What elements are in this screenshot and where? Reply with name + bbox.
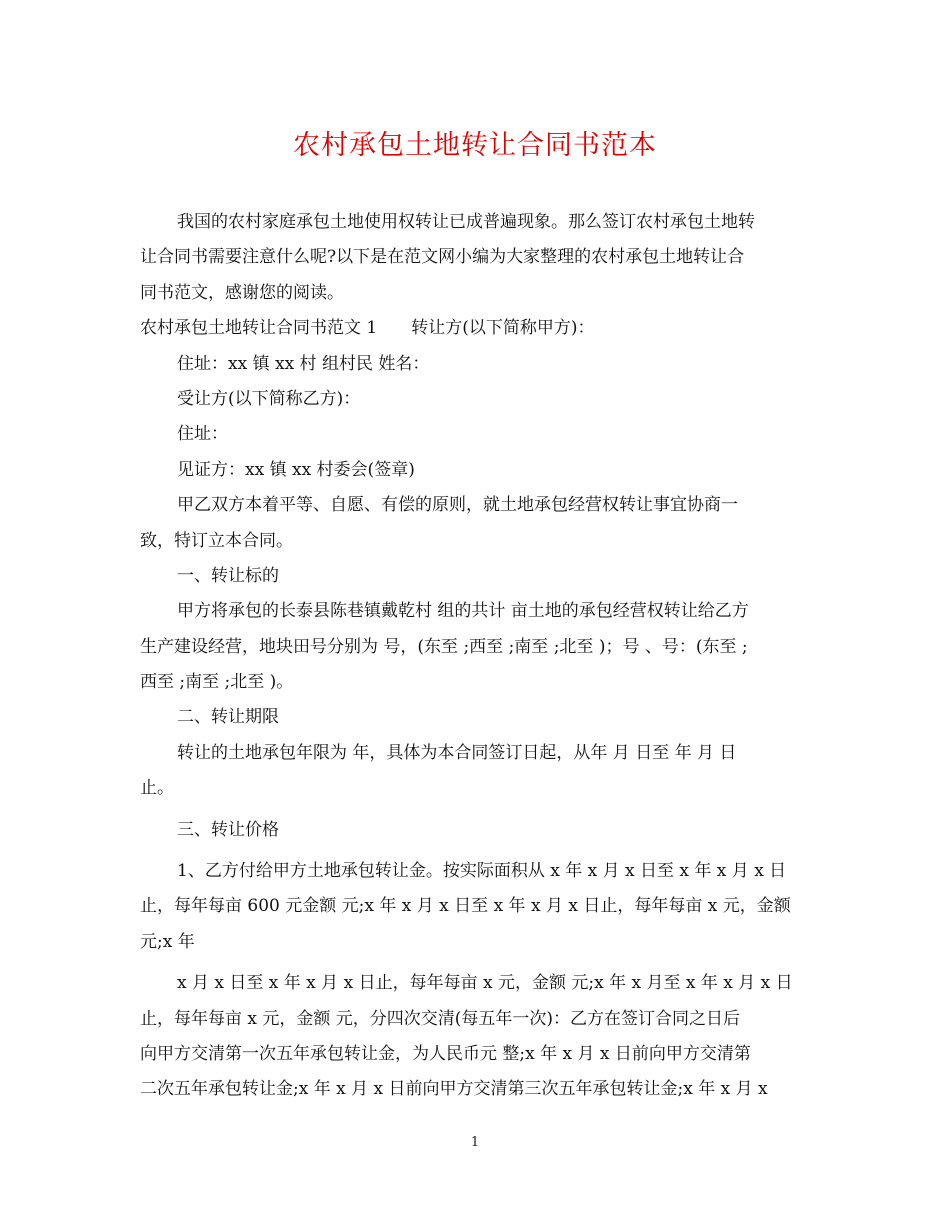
paragraph-line: 住址：xx 镇 xx 村 组村民 姓名：	[177, 353, 430, 374]
paragraph-line: 止。	[140, 778, 174, 799]
paragraph-line: 甲方将承包的长泰县陈巷镇戴乾村 组的共计 亩土地的承包经营权转让给乙方	[177, 601, 749, 622]
paragraph-line: 元;x 年	[140, 931, 195, 952]
paragraph-line: 致，特订立本合同。	[140, 530, 293, 551]
paragraph-line: 二次五年承包转让金;x 年 x 月 x 日前向甲方交清第三次五年承包转让金;x 年 x 月 x	[140, 1079, 768, 1100]
page-number: 1	[470, 1135, 480, 1150]
paragraph-line: 见证方：xx 镇 xx 村委会(签章)	[177, 459, 415, 480]
paragraph-line: 向甲方交清第一次五年承包转让金，为人民币元 整;x 年 x 月 x 日前向甲方交清第	[140, 1043, 751, 1064]
document-body	[140, 205, 810, 1108]
paragraph-line: 同书范文，感谢您的阅读。	[140, 282, 344, 303]
paragraph-line: 甲乙双方本着平等、自愿、有偿的原则，就土地承包经营权转让事宜协商一	[177, 495, 738, 516]
paragraph-line: 1、乙方付给甲方土地承包转让金。按实际面积从 x 年 x 月 x 日至 x 年 x 月 x 日	[177, 861, 787, 882]
paragraph-line: 止，每年每亩 x 元，金额 元，分四次交清(每五年一次)：乙方在签订合同之日后	[140, 1008, 741, 1029]
clause-heading: 三、转让价格	[177, 819, 279, 840]
paragraph-line: 止，每年每亩 600 元金额 元;x 年 x 月 x 日至 x 年 x 月 x 日止，每年每亩 x 元，金额	[140, 896, 791, 917]
paragraph-line: 让合同书需要注意什么呢?以下是在范文网小编为大家整理的农村承包土地转让合	[140, 247, 745, 268]
transferor-label: 转让方(以下简称甲方)：	[411, 318, 595, 339]
paragraph-line: x 月 x 日至 x 年 x 月 x 日止，每年每亩 x 元，金额 元;x 年 x 月至 x 年 x 月 x 日	[177, 973, 793, 994]
paragraph-line: 住址：	[177, 424, 228, 445]
section-heading-line	[140, 311, 810, 346]
paragraph-line: 我国的农村家庭承包土地使用权转让已成普遍现象。那么签订农村承包土地转	[177, 212, 755, 232]
document-title: 农村承包土地转让合同书范本	[293, 130, 657, 161]
paragraph-line: 受让方(以下简称乙方)：	[177, 388, 361, 409]
clause-heading: 一、转让标的	[177, 565, 279, 586]
paragraph-line: 转让的土地承包年限为 年，具体为本合同签订日起，从年 月 日至 年 月 日	[177, 742, 737, 763]
paragraph-line: 生产建设经营，地块田号分别为 号，(东至 ;西至 ;南至 ;北至 )；号 、号：(东至 ;	[140, 636, 748, 657]
clause-heading: 二、转让期限	[177, 707, 279, 728]
sample-heading: 农村承包土地转让合同书范文 1	[140, 318, 378, 339]
paragraph-line: 西至 ;南至 ;北至 )。	[140, 672, 294, 693]
